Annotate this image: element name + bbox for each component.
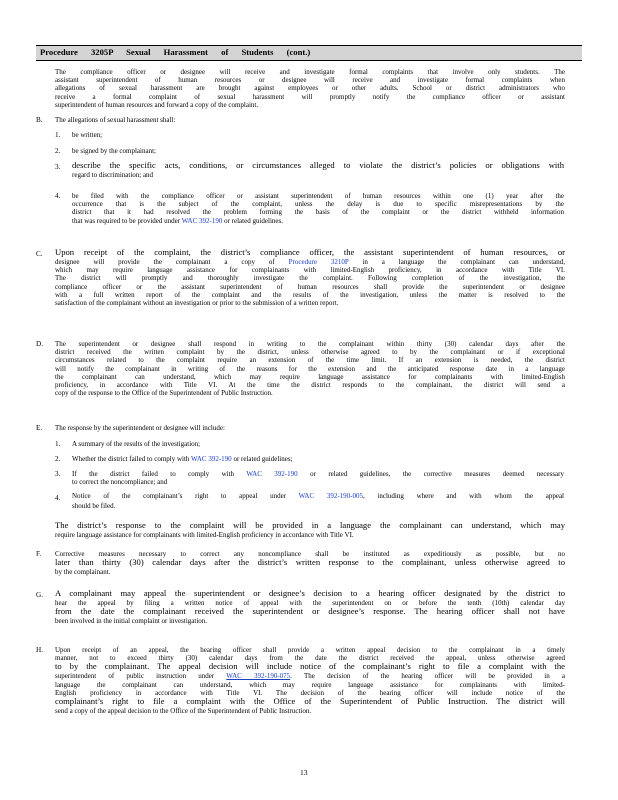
list-item: Whether the district failed to comply with WAC 392-190 or related guidelines;	[72, 455, 293, 463]
section-b-text	[55, 116, 175, 124]
reference-link[interactable]: WAC 392-190	[181, 216, 223, 225]
procedure-header	[36, 45, 582, 61]
text-line: receive a formal complaint of sexual harassment will promptly notify the compliance officer or assistant	[55, 92, 565, 101]
reference-link[interactable]: Procedure 3210P	[288, 258, 349, 266]
page-number: 13	[300, 768, 308, 777]
list-item: be signed by the complainant;	[72, 147, 156, 155]
text-line: The compliance officer or designee will receive and investigate formal complaints that involve only students. The	[55, 68, 565, 76]
intro-paragraph	[55, 68, 565, 109]
section-b-label: B.	[36, 116, 43, 124]
list-number: 3.	[55, 163, 61, 171]
list-number: 4.	[55, 192, 61, 200]
section-f-label: F.	[36, 550, 42, 558]
section-h-paragraph: Upon receipt of an appeal, the hearing officer shall provide a written appeal decision to the complainant in a timely manner, not to exceed thirty (30) calendar days from the date the district received the appeal, unless otherwise agreed to by the complainant. The appeal decision will include notice of the complainant’s right to file a complaint with the superintendent of public instruction under WAC 392-190-075. The decision of the hearing officer will be provided in a language the complainant can understand, which may require language assistance for complainants with limited- English proficiency in accordance with Title VI. The decision of the hearing officer will include notice of the complainant’s right to file a complaint with the Office of the Superintendent of Public Instruction. The district will send a copy of the appeal decision to the Office of the Superintendent of Public Instruction.	[55, 646, 565, 715]
list-number: 3.	[55, 470, 61, 478]
section-d-label: D.	[36, 340, 43, 348]
list-number: 2.	[55, 147, 61, 155]
list-number: 1.	[55, 440, 61, 448]
section-e-closing: The district’s response to the complaint will be provided in a language the complainant can understand, which may require language assistance for complainants with limited-English proficiency in accordance with Title VI.	[55, 521, 565, 539]
list-item: describe the specific acts, conditions, or circumstances alleged to violate the district’s policies or obligations with regard to discrimination; and	[72, 161, 564, 179]
section-d-paragraph: The superintendent or designee shall respond in writing to the complainant within thirty (30) calendar days after the district received the written complaint by the district, unless otherwise agreed to by the complainant or if exceptional circumstances related to the complaint require an extension of the time limit. If an extension is needed, the district will notify the complainant in writing of the reasons for the extension and the anticipated response date in a language the complainant can understand, which may require language assistance for complainants with limited-English proficiency, in accordance with Title VI. At the time the district responds to the complainant, the district will send a copy of the response to the Office of the Superintendent of Public Instruction.	[55, 340, 565, 398]
reference-link[interactable]: WAC 392-190-005	[298, 492, 363, 500]
list-number: 1.	[55, 131, 61, 139]
reference-link[interactable]: WAC 392-190-075	[226, 672, 291, 681]
reference-link[interactable]: WAC 392-190	[191, 455, 232, 463]
section-g-paragraph: A complainant may appeal the superintendent or designee’s decision to a hearing officer designated by the district to hear the appeal by filing a written notice of appeal with the superintendent on or before the tenth (10th) calendar day from the date the complainant received the superintendent or designee’s response. The hearing officer shall not have been involved in the initial complaint or investigation.	[55, 589, 565, 626]
section-e-text: The response by the superintendent or designee will include:	[55, 424, 225, 432]
list-item: Notice of the complainant’s right to appeal under WAC 392-190-005, including where and with whom the appeal should be filed.	[72, 492, 564, 510]
procedure-title: Procedure 3205P Sexual Harassment of Students (cont.)	[40, 47, 311, 57]
list-number: 2.	[55, 455, 61, 463]
section-c-label: C.	[36, 250, 43, 258]
text-line: superintendent of human resources and forward a copy of the complaint.	[55, 100, 259, 109]
section-f-paragraph: Corrective measures necessary to correct any noncompliance shall be instituted as expeditiously as possible, but no later than thirty (30) calendar days after the district’s written response to the complainant, unless otherwise agreed to by the complainant.	[55, 550, 565, 577]
section-c-paragraph: Upon receipt of the complaint, the district’s compliance officer, the assistant superintendent of human resources, or designee will provide the complainant a copy of Procedure 3210P in a language the complainant can understand, which may require language assistance for complainants with limited-English proficiency, in accordance with Title VI. The district will promptly and thoroughly investigate the complaint. Following completion of the investigation, the compliance officer or the assistant superintendent of human resources shall provide the superintendent or designee with a full written report of the complaint and the results of the investigation, unless the matter is resolved to the satisfaction of the complainant without an investigation or prior to the submission of a written report.	[55, 248, 565, 307]
list-item: A summary of the results of the investigation;	[72, 440, 201, 448]
text-line: The allegations of sexual harassment shall:	[55, 116, 176, 124]
section-h-label: H.	[36, 646, 43, 654]
text-line: allegations of sexual harassment are brought against employees or other adults. School or district administrators who	[55, 84, 565, 93]
section-e-label: E.	[36, 424, 43, 432]
list-item: be written;	[72, 131, 103, 139]
reference-link[interactable]: WAC 392-190	[246, 470, 298, 478]
section-g-label: G.	[36, 591, 43, 599]
list-number: 4.	[55, 494, 61, 502]
list-item: be filed with the compliance officer or assistant superintendent of human resources within one (1) year after the occurrence that is the subject of the complaint, unless the delay is due to specific misrepresentations by the district that it had resolved the problem forming the basis of the complaint or the district withheld information that was required to be provided under WAC 392-190 or related guidelines.	[72, 192, 564, 225]
text-line: assistant superintendent of human resources or designee will receive and investigate formal complaints when	[55, 76, 565, 85]
list-item: If the district failed to comply with WAC 392-190 or related guidelines, the corrective measures deemed necessary to correct the noncompliance; and	[72, 470, 564, 487]
